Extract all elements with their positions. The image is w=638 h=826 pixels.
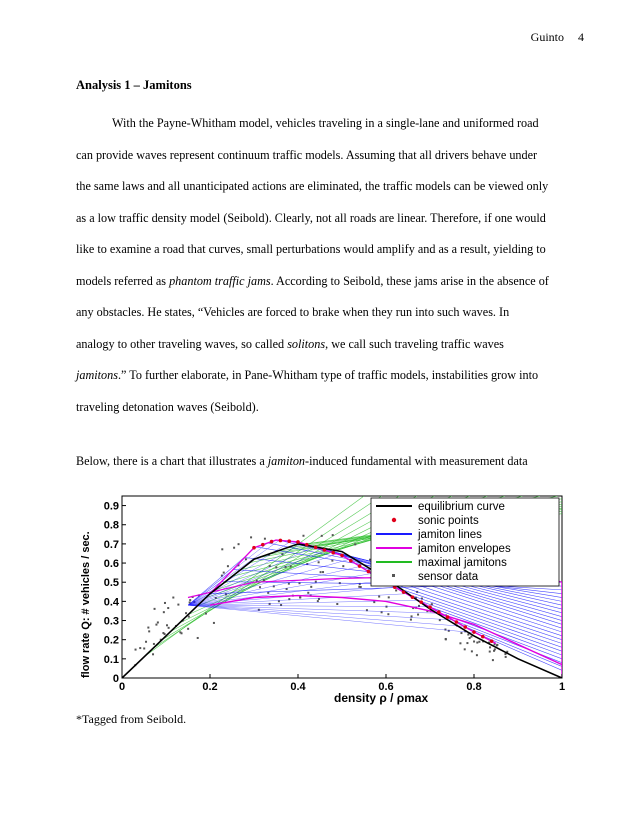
- sonic-point: [323, 548, 327, 552]
- sensor-data-point: [322, 571, 324, 573]
- sensor-data-point: [152, 653, 154, 655]
- sonic-point: [367, 570, 371, 574]
- sensor-data-point: [321, 535, 323, 537]
- sensor-data-point: [288, 583, 290, 585]
- sensor-data-point: [177, 604, 179, 606]
- text-line: [76, 266, 566, 298]
- y-tick-label: 0.5: [103, 577, 119, 590]
- sonic-point: [428, 605, 432, 609]
- sensor-data-point: [205, 613, 207, 615]
- sensor-data-point: [267, 592, 269, 594]
- text-segment: Below, there is a chart that illustrates a: [76, 454, 268, 468]
- sensor-data-point: [221, 548, 223, 550]
- sensor-data-point: [476, 654, 478, 656]
- italic-term: jamitons: [76, 368, 118, 382]
- sonic-point: [472, 630, 476, 634]
- x-tick-label: 0.2: [202, 681, 218, 693]
- paragraph-2: [76, 446, 566, 478]
- legend-label: jamiton lines: [418, 529, 482, 541]
- sensor-data-point: [411, 615, 413, 617]
- sensor-data-point: [135, 649, 137, 651]
- italic-term: solitons: [287, 336, 326, 351]
- page-header: [517, 30, 584, 45]
- sensor-data-point: [473, 640, 475, 642]
- sensor-data-point: [310, 586, 312, 588]
- sensor-data-point: [445, 638, 447, 640]
- sensor-data-point: [172, 597, 174, 599]
- sonic-point: [446, 615, 450, 619]
- y-tick-label: 0.3: [103, 615, 119, 628]
- sensor-data-point: [476, 642, 478, 644]
- y-tick-label: 0.8: [103, 519, 119, 532]
- y-tick-label: 0.9: [103, 500, 119, 513]
- sensor-data-point: [157, 621, 159, 623]
- text-line: traveling detonation waves (Seibold).: [76, 399, 259, 414]
- text-segment: models referred as: [76, 273, 170, 288]
- sensor-data-point: [336, 603, 338, 605]
- sensor-data-point: [187, 628, 189, 630]
- sensor-data-point: [302, 535, 304, 537]
- text-line: With the Payne-Whitham model, vehicles traveling in a single-lane and uniformed road: [112, 116, 539, 130]
- sensor-data-point: [496, 644, 498, 646]
- sensor-data-point: [166, 624, 168, 626]
- sensor-data-point: [275, 566, 277, 568]
- y-tick-label: 0.1: [103, 653, 119, 666]
- text-line: can provide waves represent continuum traffic models. Assuming that all drivers behave under: [76, 147, 538, 162]
- sonic-point: [296, 540, 300, 544]
- sensor-data-point: [410, 619, 412, 621]
- sonic-point: [331, 551, 335, 555]
- x-tick-label: 0: [118, 681, 126, 693]
- text-segment: , we call such traveling traffic waves: [325, 336, 504, 351]
- sensor-data-point: [233, 547, 235, 549]
- legend-label: sonic points: [418, 515, 479, 527]
- sensor-data-point: [168, 627, 170, 629]
- sensor-data-point: [459, 642, 461, 644]
- legend-label: equilibrium curve: [418, 501, 505, 513]
- sensor-data-point: [505, 656, 507, 658]
- text-line: the same laws and all unanticipated actions are eliminated, the traffic models can be viewed only: [76, 179, 549, 193]
- sensor-data-point: [342, 565, 344, 567]
- sensor-data-point: [155, 624, 157, 626]
- sensor-data-point: [492, 659, 494, 661]
- sonic-point: [411, 595, 415, 599]
- text-line: [76, 446, 566, 478]
- sensor-data-point: [320, 571, 322, 573]
- sonic-point: [349, 559, 353, 563]
- legend-marker: [392, 574, 395, 577]
- sensor-data-point: [332, 534, 334, 536]
- sensor-data-point: [259, 586, 261, 588]
- sensor-data-point: [478, 641, 480, 643]
- sonic-point: [287, 539, 291, 543]
- y-tick-label: 0.4: [103, 596, 119, 609]
- sonic-point: [402, 590, 406, 594]
- legend-label: maximal jamitons: [418, 557, 507, 569]
- sensor-data-point: [181, 632, 183, 634]
- text-line: any obstacles. He states, “Vehicles are forced to brake when they run into such waves. In: [76, 305, 510, 319]
- sonic-point: [490, 639, 494, 643]
- sensor-data-point: [154, 608, 156, 610]
- italic-term: jamiton: [267, 454, 306, 468]
- sensor-data-point: [213, 622, 215, 624]
- italic-term: phantom traffic jams: [169, 273, 271, 288]
- sonic-point: [437, 610, 441, 614]
- y-tick-label: 0.6: [103, 558, 119, 571]
- text-segment: -induced fundamental with measurement data: [305, 454, 528, 468]
- sensor-data-point: [471, 650, 473, 652]
- sensor-data-point: [467, 634, 469, 636]
- y-tick-label: 0.2: [103, 634, 119, 647]
- section-title: Analysis 1 – Jamitons: [76, 78, 192, 92]
- author-name: Guinto: [530, 30, 564, 44]
- sensor-data-point: [307, 592, 309, 594]
- x-tick-label: 0.6: [378, 681, 394, 693]
- sensor-data-point: [163, 611, 165, 613]
- sensor-data-point: [269, 565, 271, 567]
- text-line: like to examine a road that curves, small perturbations would amplify and as a result, yielding to: [76, 242, 546, 256]
- sensor-data-point: [395, 589, 397, 591]
- figure-caption: *Tagged from Seibold.: [76, 712, 187, 726]
- sonic-point: [419, 600, 423, 604]
- sonic-point: [314, 546, 318, 550]
- sonic-point: [261, 543, 265, 547]
- legend-label: jamiton envelopes: [418, 543, 511, 555]
- text-segment: . According to Seibold, these jams arise in the absence of: [270, 273, 549, 288]
- sensor-data-point: [417, 614, 419, 616]
- sensor-data-point: [153, 643, 155, 645]
- text-segment: analogy to other traveling waves, so called: [76, 336, 288, 351]
- legend-marker: [392, 518, 396, 522]
- sonic-point: [279, 539, 283, 543]
- sensor-data-point: [460, 632, 462, 634]
- sensor-data-point: [354, 543, 356, 545]
- sensor-data-point: [358, 586, 360, 588]
- sonic-point: [455, 620, 459, 624]
- sensor-data-point: [145, 641, 147, 643]
- sonic-point: [252, 546, 256, 550]
- sensor-data-point: [238, 543, 240, 545]
- sensor-data-point: [250, 536, 252, 538]
- x-tick-label: 1: [558, 681, 566, 693]
- sensor-data-point: [167, 607, 169, 609]
- sensor-data-point: [317, 600, 319, 602]
- sensor-data-point: [139, 647, 141, 649]
- legend-label: sensor data: [418, 571, 479, 583]
- x-axis-label: density ρ / ρmax: [334, 691, 429, 705]
- sensor-data-point: [188, 616, 190, 618]
- paragraph-1: [76, 108, 566, 423]
- sensor-data-point: [197, 637, 199, 639]
- sensor-data-point: [494, 648, 496, 650]
- sensor-data-point: [387, 613, 389, 615]
- y-tick-label: 0: [112, 673, 119, 685]
- sonic-point: [358, 564, 362, 568]
- sonic-point: [463, 625, 467, 629]
- sensor-data-point: [489, 646, 491, 648]
- sensor-data-point: [223, 572, 225, 574]
- sonic-point: [270, 540, 274, 544]
- sensor-data-point: [162, 632, 164, 634]
- sensor-data-point: [185, 612, 187, 614]
- x-tick-label: 0.4: [290, 681, 306, 693]
- y-tick-label: 0.7: [103, 538, 119, 551]
- chart-svg: [76, 488, 576, 710]
- x-tick-label: 0.8: [466, 681, 482, 693]
- y-axis-label: flow rate Q: # vehicles / sec.: [80, 531, 92, 678]
- sensor-data-point: [164, 602, 166, 604]
- sensor-data-point: [466, 642, 468, 644]
- sensor-data-point: [315, 581, 317, 583]
- jamiton-chart: [76, 488, 576, 710]
- sensor-data-point: [469, 637, 471, 639]
- page-number: 4: [578, 30, 584, 44]
- sensor-data-point: [489, 651, 491, 653]
- sensor-data-point: [299, 597, 301, 599]
- text-line: as a low traffic density model (Seibold). Clearly, not all roads are linear. Therefore, if one would: [76, 210, 546, 225]
- sensor-data-point: [147, 627, 149, 629]
- sensor-data-point: [464, 648, 466, 650]
- text-line: [76, 329, 566, 361]
- sensor-data-point: [148, 630, 150, 632]
- sensor-data-point: [227, 565, 229, 567]
- sensor-data-point: [290, 565, 292, 567]
- sonic-point: [481, 635, 485, 639]
- sensor-data-point: [470, 636, 472, 638]
- sensor-data-point: [264, 538, 266, 540]
- text-segment: .” To further elaborate, in Pane-Whitham type of traffic models, instabilities grow into: [117, 368, 539, 382]
- sonic-point: [305, 543, 309, 547]
- sensor-data-point: [189, 599, 191, 601]
- sensor-data-point: [388, 596, 390, 598]
- text-line: [76, 360, 566, 392]
- sensor-data-point: [143, 647, 145, 649]
- sonic-point: [340, 554, 344, 558]
- sensor-data-point: [378, 596, 380, 598]
- sensor-data-point: [318, 561, 320, 563]
